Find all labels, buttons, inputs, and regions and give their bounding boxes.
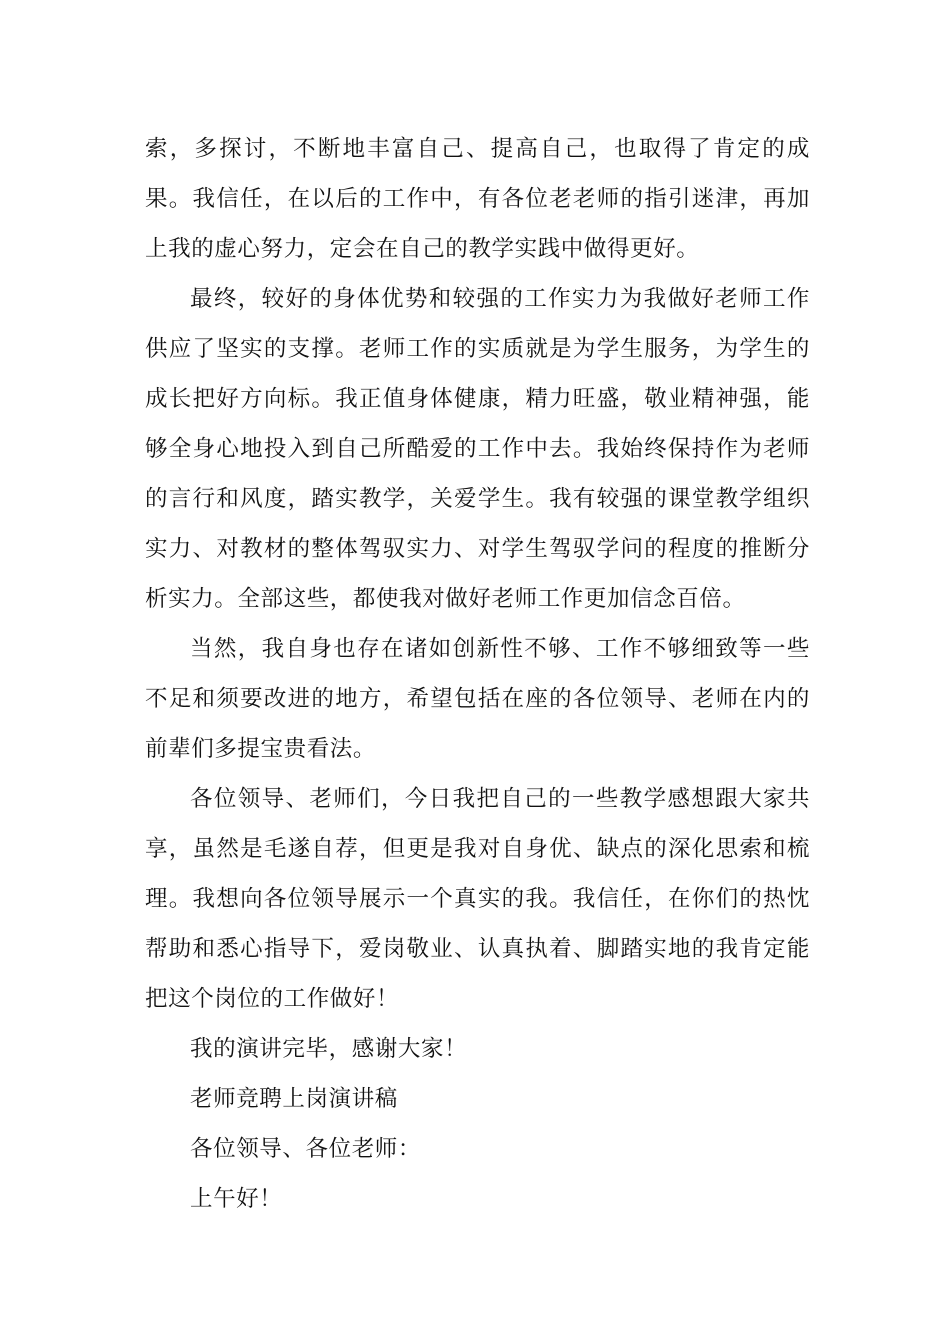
paragraph-strengths: 最终，较好的身体优势和较强的工作实力为我做好老师工作供应了坚实的支撑。老师工作的实质就是为学生服务，为学生的成长把好方向标。我正值身体健康，精力旺盛，敬业精神强，能够全身心地投入到自己所酷爱的工作中去。我始终保持作为老师的言行和风度，踏实教学，关爱学生。我有较强的课堂教学组织实力、对教材的整体驾驭实力、对学生驾驭学问的程度的推断分析实力。全部这些，都使我对做好老师工作更加信念百倍。	[145, 286, 810, 612]
paragraph-shortcomings: 当然，我自身也存在诸如创新性不够、工作不够细致等一些不足和须要改进的地方，希望包括在座的各位领导、老师在内的前辈们多提宝贵看法。	[145, 636, 810, 762]
greeting: 上午好！	[190, 1186, 283, 1212]
paragraph-summary: 各位领导、老师们，今日我把自己的一些教学感想跟大家共享，虽然是毛遂自荐，但更是我对自身优、缺点的深化思索和梳理。我想向各位领导展示一个真实的我。我信任，在你们的热忱帮助和悉心指导下，爱岗敬业、认真执着、脚踏实地的我肯定能把这个岗位的工作做好！	[145, 786, 810, 1012]
section-title: 老师竞聘上岗演讲稿	[190, 1086, 398, 1112]
paragraph-closing: 我的演讲完毕，感谢大家！	[190, 1036, 468, 1062]
paragraph-continued: 索，多探讨，不断地丰富自己、提高自己，也取得了肯定的成果。我信任，在以后的工作中，有各位老老师的指引迷津，再加上我的虚心努力，定会在自己的教学实践中做得更好。	[145, 136, 810, 262]
salutation: 各位领导、各位老师：	[190, 1136, 422, 1162]
document-body	[145, 124, 810, 1224]
